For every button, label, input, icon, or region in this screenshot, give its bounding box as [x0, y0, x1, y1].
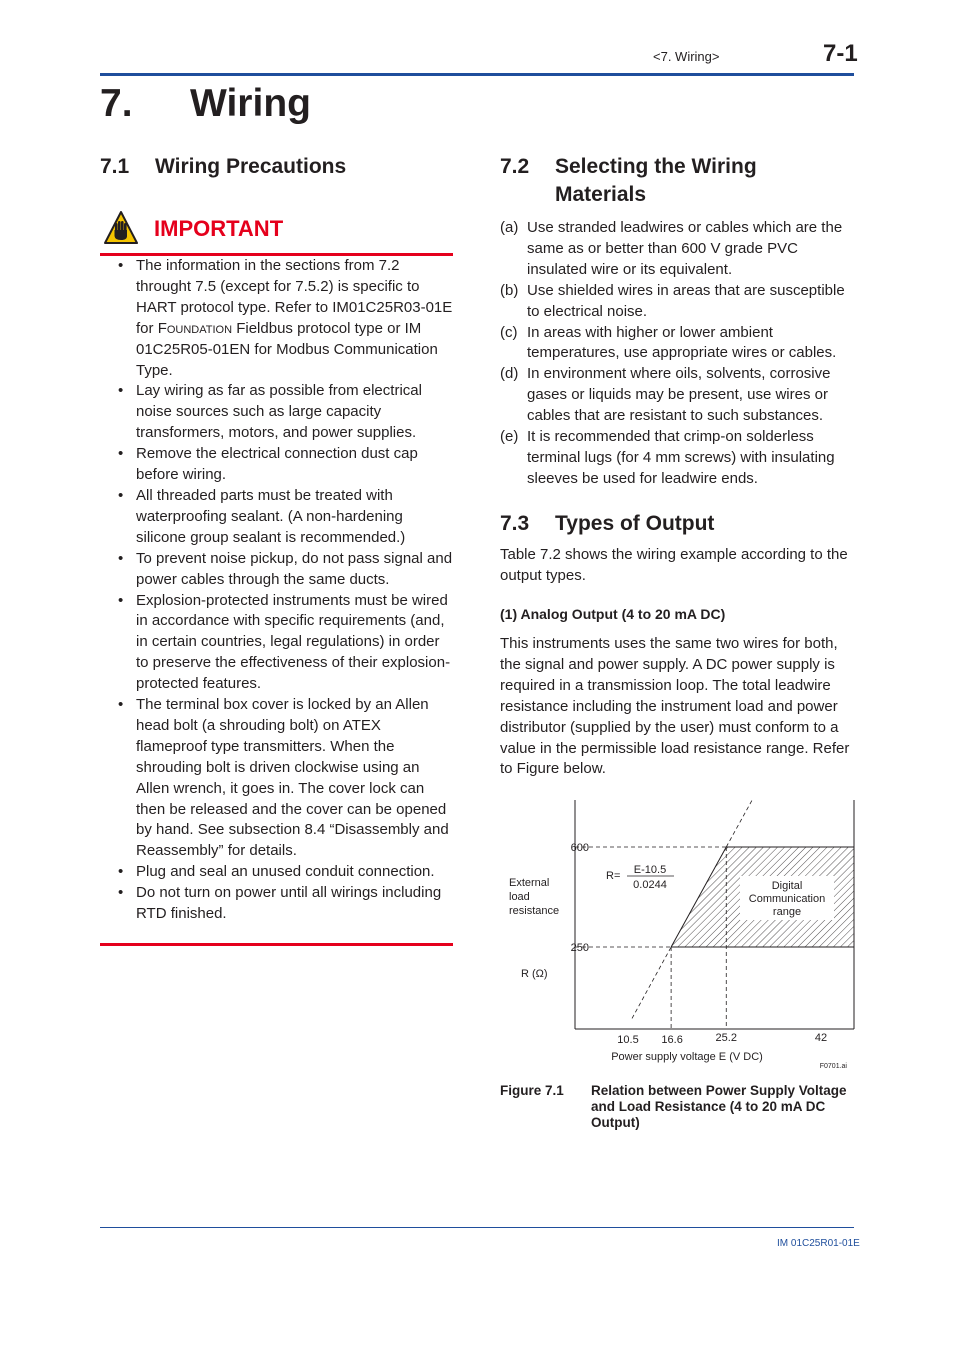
- x-tick-25-2: 25.2: [715, 1032, 737, 1044]
- formula-numerator: E-10.5: [633, 864, 667, 876]
- list-item: (c) In areas with higher or lower ambient temperatures, use appropriate wires or cables.: [500, 323, 837, 362]
- region-label-line-3: range: [772, 906, 802, 918]
- y-tick-250: 250: [570, 942, 589, 954]
- header-rule: [100, 73, 854, 76]
- x-axis-label: Power supply voltage E (V DC): [611, 1051, 763, 1063]
- x-tick-10-5: 10.5: [617, 1034, 639, 1046]
- list-item: • Plug and seal an unused conduit connection.: [118, 863, 435, 881]
- chapter-number: 7.: [100, 82, 133, 125]
- list-item: (d) In environment where oils, solvents, corrosive gases or liquids may be present, use wires or cables that are resistant to such substances.: [500, 365, 831, 425]
- section-7-3-heading: [500, 510, 714, 538]
- formula-prefix: R=: [606, 870, 621, 882]
- section-7-1-heading: [100, 153, 346, 181]
- list-item: • To prevent noise pickup, do not pass signal and power cables through the same ducts.: [118, 549, 453, 588]
- section-number: 7.3: [500, 512, 530, 535]
- important-label: IMPORTANT: [154, 216, 284, 241]
- list-item: • Explosion-protected instruments must be wired in accordance with specific requirements (and, in certain countries, legal regulations) in order to preserve the effectiveness of their explosion-protected features.: [118, 591, 451, 693]
- load-line-extension-low: [632, 947, 671, 1018]
- section-number: 7.2: [500, 155, 530, 178]
- chapter-title: [100, 82, 311, 126]
- list-item: • The information in the sections from 7.2 throught 7.5 (except for 7.5.2) is specific to HART protocol type. Refer to IM01C25R03-01E for Foundation Fieldbus protocol type or IM 01C25R05-01EN for Modbus Communication Type.: [118, 257, 453, 379]
- formula-denominator: 0.0244: [633, 879, 667, 891]
- precautions-list: [100, 256, 453, 925]
- figure-caption: Relation between Power Supply Voltage and Load Resistance (4 to 20 mA DC Output): [591, 1083, 847, 1130]
- section-7-2-heading: [500, 153, 757, 209]
- section-number: 7.1: [100, 155, 130, 178]
- footer-rule: [100, 1227, 854, 1228]
- important-bottom-rule: [100, 943, 453, 946]
- section-7-3-intro: Table 7.2 shows the wiring example according to the output types.: [500, 546, 848, 584]
- y-label-line-3: resistance: [509, 905, 560, 917]
- important-header: [100, 210, 453, 254]
- analog-output-body: This instruments uses the same two wires for both, the signal and power supply. A DC power supply is required in a transmission loop. The total leadwire resistance including the instrument load and power distributor (supplied by the user) must conform to a value in the permissible load resistance range. Refer to Figure below.: [500, 635, 850, 778]
- y-tick-600: 600: [570, 842, 589, 854]
- materials-list: [500, 218, 860, 490]
- warning-hand-icon: [103, 210, 139, 251]
- y-label-line-2: load: [509, 891, 530, 903]
- x-tick-42: 42: [814, 1032, 828, 1044]
- list-item: • Lay wiring as far as possible from electrical noise sources such as large capacity transformers, motors, and power supplies.: [118, 382, 422, 442]
- chapter-title-text: Wiring: [190, 82, 311, 125]
- list-item: (b) Use shielded wires in areas that are susceptible to electrical noise.: [500, 281, 845, 320]
- x-tick-16-6: 16.6: [661, 1034, 683, 1046]
- section-title: Selecting the Wiring Materials: [555, 155, 757, 206]
- load-resistance-chart: [500, 792, 860, 1077]
- section-title: Wiring Precautions: [155, 155, 347, 178]
- document-id: IM 01C25R01-01E: [777, 1238, 860, 1249]
- list-item: • The terminal box cover is locked by an Allen head bolt (a shrouding bolt) on ATEX flameproof type transmitters. When the shrouding bolt is driven clockwise using an Allen wrench, it goes in. The cover lock can then be released and the cover can be opened by hand. See subsection 8.4 “Disassembly and Reassembly” for details.: [118, 696, 449, 860]
- list-item: (a) Use stranded leadwires or cables which are the same as or better than 600 V grade PVC insulated wire or its equivalent.: [500, 219, 843, 278]
- section-title: Types of Output: [555, 512, 715, 535]
- figure-file-label: F0701.ai: [819, 1063, 847, 1070]
- list-item: (e) It is recommended that crimp-on solderless terminal lugs (for 4 mm screws) with insulating sleeves be used for leadwire ends.: [500, 428, 835, 487]
- y-label-line-1: External: [509, 877, 550, 889]
- load-line-extension-high: [726, 800, 752, 847]
- header-chapter-label: <7. Wiring>: [653, 49, 720, 64]
- list-item: • Remove the electrical connection dust cap before wiring.: [118, 445, 418, 484]
- list-item: • All threaded parts must be treated with waterproofing sealant. (A non-hardening silicone group sealant is recommended.): [118, 486, 406, 546]
- figure-number: Figure 7.1: [500, 1083, 564, 1098]
- y-symbol: R (Ω): [521, 968, 548, 980]
- list-item: • Do not turn on power until all wirings including RTD finished.: [118, 884, 442, 923]
- region-label-line-1: Digital: [771, 880, 803, 892]
- page-number: 7-1: [823, 40, 858, 67]
- region-label-line-2: Communication: [748, 893, 826, 905]
- analog-output-subheading: (1) Analog Output (4 to 20 mA DC): [500, 606, 726, 622]
